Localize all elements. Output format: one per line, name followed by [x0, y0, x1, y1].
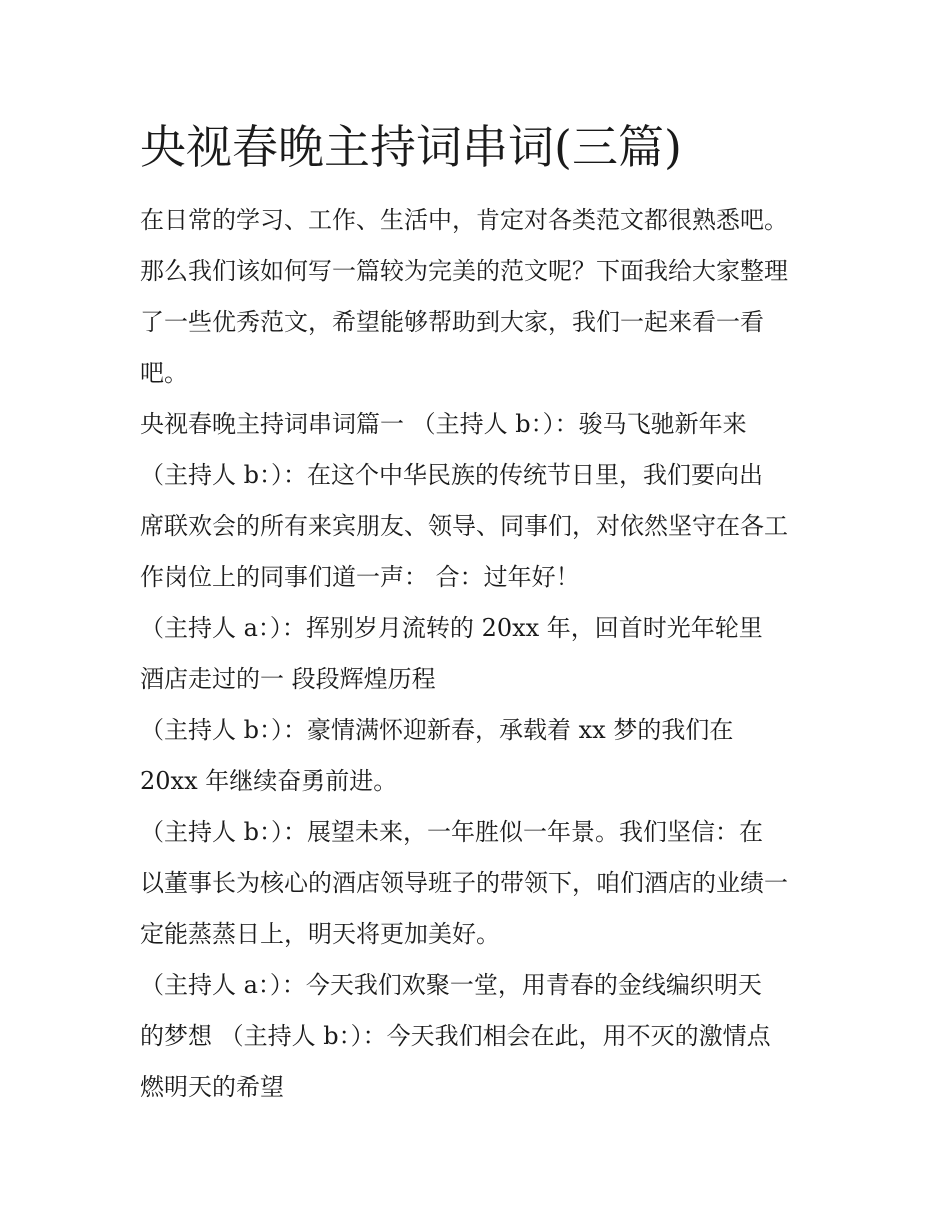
- body-line: 席联欢会的所有来宾朋友、领导、同事们，对依然坚守在各工: [140, 512, 788, 540]
- body-line: （主持人 a：）：挥别岁月流转的 20xx 年，回首时光年轮里: [140, 614, 763, 642]
- body-line: 央视春晚主持词串词篇一 （主持人 b：）：骏马飞驰新年来: [140, 410, 747, 438]
- body-line: （主持人 b：）：展望未来，一年胜似一年景。我们坚信：在: [140, 818, 763, 846]
- body-line: （主持人 b：）：在这个中华民族的传统节日里，我们要向出: [140, 461, 763, 489]
- body-line: （主持人 a：）：今天我们欢聚一堂，用青春的金线编织明天: [140, 971, 762, 999]
- body-line: 吧。: [140, 359, 188, 387]
- body-line: 那么我们该如何写一篇较为完美的范文呢？下面我给大家整理: [140, 257, 788, 285]
- body-line: 酒店走过的一 段段辉煌历程: [140, 665, 436, 693]
- body-line: 燃明天的希望: [140, 1073, 284, 1101]
- body-line: 以董事长为核心的酒店领导班子的带领下，咱们酒店的业绩一: [140, 869, 788, 897]
- body-line: 的梦想 （主持人 b：）：今天我们相会在此，用不灭的激情点: [140, 1022, 771, 1050]
- body-line: 20xx 年继续奋勇前进。: [140, 767, 398, 795]
- body-line: （主持人 b：）：豪情满怀迎新春，承载着 xx 梦的我们在: [140, 716, 734, 744]
- body-line: 在日常的学习、工作、生活中，肯定对各类范文都很熟悉吧。: [140, 206, 788, 234]
- document-title: 央视春晚主持词串词(三篇): [140, 120, 682, 174]
- body-line: 作岗位上的同事们道一声： 合：过年好！: [140, 563, 580, 591]
- body-line: 定能蒸蒸日上，明天将更加美好。: [140, 920, 500, 948]
- body-line: 了一些优秀范文，希望能够帮助到大家，我们一起来看一看: [140, 308, 764, 336]
